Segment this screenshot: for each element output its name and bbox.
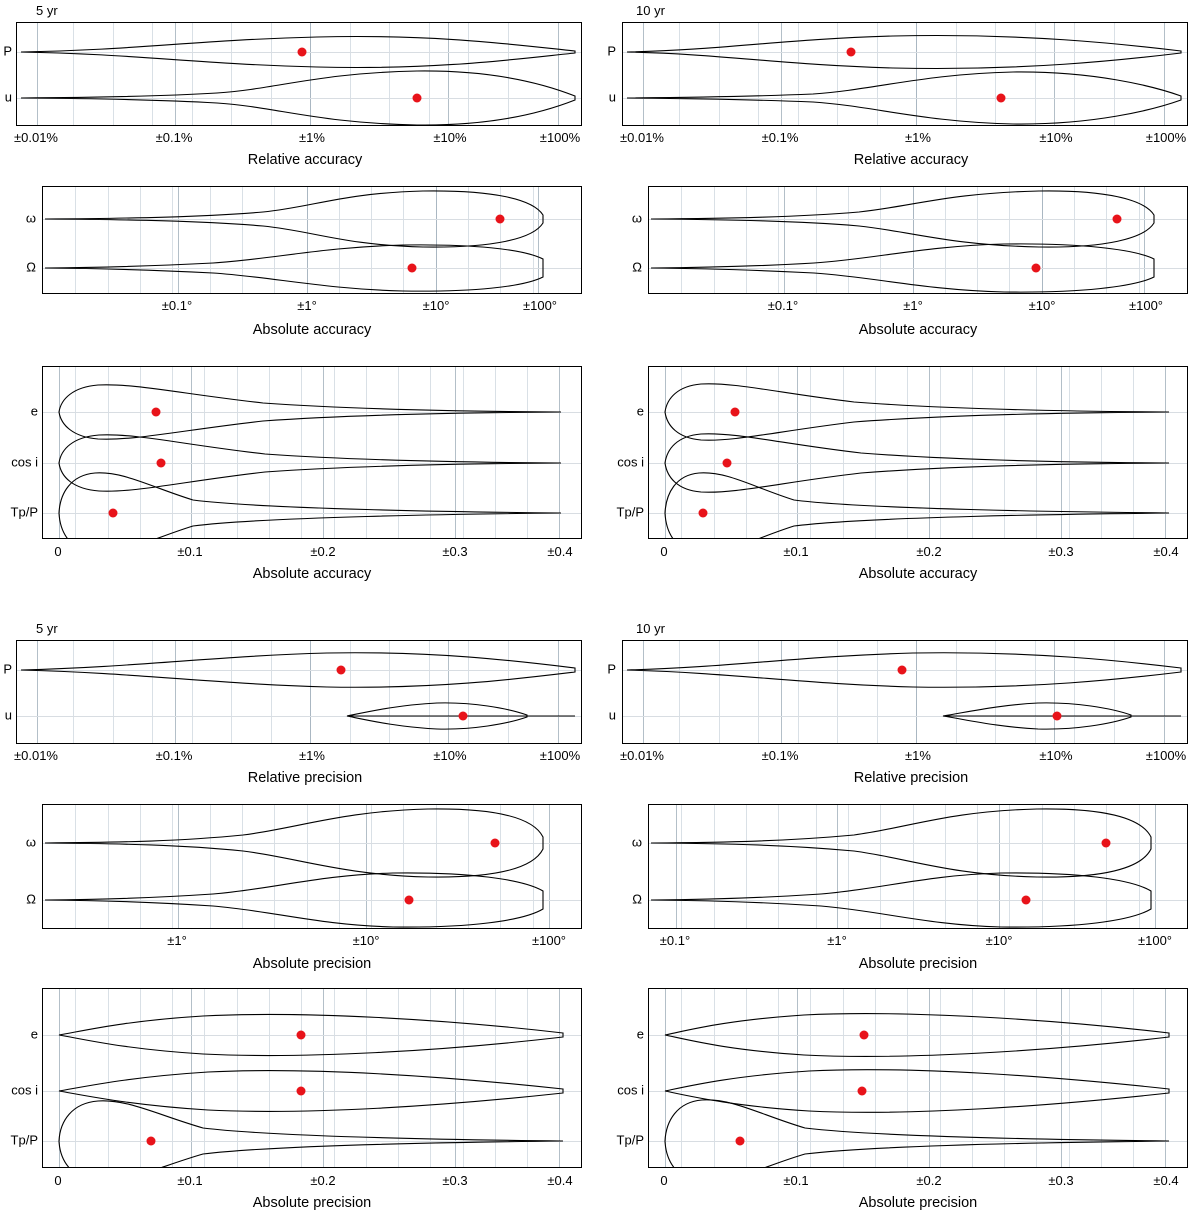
median-marker (146, 1137, 155, 1146)
ycat-label: e (30, 1026, 38, 1042)
panel-prec-rel-5yr (0, 618, 600, 788)
x-tick: ±1% (905, 748, 931, 763)
ycat-label: u (4, 707, 12, 723)
median-marker (731, 408, 740, 417)
x-tick: ±0.1 (783, 1173, 809, 1188)
x-tick: ±0.1% (155, 748, 193, 763)
median-marker (1032, 264, 1041, 273)
x-tick: ±0.1% (761, 748, 799, 763)
x-tick: ±0.2 (916, 1173, 942, 1188)
ycat-label: e (636, 403, 644, 419)
ycat-label: e (30, 403, 38, 419)
x-tick: ±0.2 (310, 544, 336, 559)
x-axis-title: Relative accuracy (853, 152, 969, 168)
median-marker (698, 509, 707, 518)
x-axis-title: Absolute precision (252, 956, 372, 972)
x-tick: ±100° (522, 298, 558, 313)
plot-area (42, 366, 582, 539)
x-tick: ±0.4 (547, 1173, 573, 1188)
median-marker (404, 896, 413, 905)
x-tick: 0 (54, 544, 62, 559)
ycat-label: cos i (617, 454, 644, 470)
x-tick: ±0.2 (916, 544, 942, 559)
median-marker (151, 408, 160, 417)
panel-title: 10 yr (636, 3, 665, 18)
median-marker (407, 264, 416, 273)
median-marker (490, 839, 499, 848)
ycat-label: ω (25, 834, 36, 850)
median-marker (458, 712, 467, 721)
plot-area (622, 640, 1188, 744)
ycat-label: Tp/P (616, 504, 644, 520)
x-tick: ±0.4 (1153, 544, 1179, 559)
plot-area (42, 186, 582, 294)
panel-prec-ang-10yr (600, 804, 1200, 972)
x-tick: ±0.4 (547, 544, 573, 559)
median-marker (496, 215, 505, 224)
violin-shapes (17, 23, 582, 126)
x-tick: ±0.2 (310, 1173, 336, 1188)
violin-shapes (649, 989, 1188, 1168)
ycat-label: P (607, 43, 616, 59)
plot-area (16, 640, 582, 744)
median-marker (108, 509, 117, 518)
violin-shapes (43, 187, 582, 294)
x-tick: ±0.3 (1048, 1173, 1074, 1188)
x-axis-title: Absolute accuracy (858, 322, 978, 338)
x-tick: ±1° (903, 298, 923, 313)
x-tick: ±1% (905, 130, 931, 145)
panel-prec-abs-5yr (0, 988, 600, 1224)
ycat-label: P (3, 43, 12, 59)
x-tick: 0 (54, 1173, 62, 1188)
x-axis-title: Relative precision (247, 770, 363, 786)
violin-shapes (649, 187, 1188, 294)
x-tick: ±100° (1137, 933, 1173, 948)
x-tick: ±100° (1128, 298, 1164, 313)
violin-shapes (43, 805, 582, 929)
x-tick: ±0.1% (155, 130, 193, 145)
plot-area (622, 22, 1188, 126)
violin-shapes (649, 367, 1188, 539)
x-tick: ±1% (299, 130, 325, 145)
median-marker (1053, 712, 1062, 721)
median-marker (898, 666, 907, 675)
x-tick: ±0.1° (161, 298, 193, 313)
median-marker (847, 48, 856, 57)
x-axis-title: Relative accuracy (247, 152, 363, 168)
violin-shapes (43, 989, 582, 1168)
x-tick: ±0.1 (177, 1173, 203, 1188)
median-marker (297, 48, 306, 57)
violin-shapes (623, 641, 1188, 744)
panel-prec-ang-5yr (0, 804, 600, 972)
plot-area (648, 366, 1188, 539)
median-marker (297, 1087, 306, 1096)
violin-shapes (649, 805, 1188, 929)
panel-prec-abs-10yr (600, 988, 1200, 1224)
ycat-label: Ω (26, 891, 36, 907)
plot-area (42, 988, 582, 1168)
x-tick: ±100% (539, 130, 581, 145)
x-tick: ±10% (1039, 748, 1073, 763)
x-tick: ±100% (1145, 130, 1187, 145)
x-axis-title: Absolute accuracy (252, 322, 372, 338)
x-tick: ±0.1 (783, 544, 809, 559)
plot-area (648, 988, 1188, 1168)
median-marker (996, 94, 1005, 103)
x-tick: ±10° (985, 933, 1013, 948)
x-axis-title: Absolute precision (858, 1195, 978, 1211)
x-tick: ±100% (1145, 748, 1187, 763)
x-tick: ±0.3 (442, 1173, 468, 1188)
x-tick: ±0.01% (14, 748, 58, 763)
ycat-label: Ω (26, 259, 36, 275)
ycat-label: ω (631, 210, 642, 226)
x-tick: ±0.3 (442, 544, 468, 559)
x-tick: ±0.1 (177, 544, 203, 559)
plot-area (16, 22, 582, 126)
ycat-label: Tp/P (616, 1132, 644, 1148)
x-tick: ±0.1° (767, 298, 799, 313)
x-axis-title: Absolute accuracy (252, 566, 372, 582)
ycat-label: P (3, 661, 12, 677)
violin-shapes (623, 23, 1188, 126)
x-tick: ±100° (531, 933, 567, 948)
ycat-label: cos i (617, 1082, 644, 1098)
x-tick: ±10° (1028, 298, 1056, 313)
x-tick: ±0.01% (14, 130, 58, 145)
panel-title: 5 yr (36, 621, 58, 636)
violin-shapes (43, 367, 582, 539)
x-tick: ±1° (827, 933, 847, 948)
x-axis-title: Relative precision (853, 770, 969, 786)
plot-area (648, 186, 1188, 294)
ycat-label: cos i (11, 454, 38, 470)
x-tick: ±1° (297, 298, 317, 313)
ycat-label: Tp/P (10, 504, 38, 520)
x-tick: ±10° (422, 298, 450, 313)
panel-acc-rel-5yr (0, 0, 600, 170)
ycat-label: u (4, 89, 12, 105)
violin-shapes (17, 641, 582, 744)
median-marker (860, 1031, 869, 1040)
x-tick: ±100% (539, 748, 581, 763)
ycat-label: cos i (11, 1082, 38, 1098)
x-tick: ±0.01% (620, 130, 664, 145)
x-tick: ±10% (433, 748, 467, 763)
panel-acc-rel-10yr (600, 0, 1200, 170)
x-axis-title: Absolute accuracy (858, 566, 978, 582)
x-tick: ±0.1% (761, 130, 799, 145)
panel-prec-rel-10yr (600, 618, 1200, 788)
median-marker (337, 666, 346, 675)
x-tick: ±0.01% (620, 748, 664, 763)
x-axis-title: Absolute precision (858, 956, 978, 972)
x-tick: ±10° (352, 933, 380, 948)
plot-area (42, 804, 582, 929)
panel-acc-abs-5yr (0, 366, 600, 596)
median-marker (297, 1031, 306, 1040)
median-marker (413, 94, 422, 103)
ycat-label: u (608, 89, 616, 105)
x-tick: ±1° (167, 933, 187, 948)
median-marker (857, 1087, 866, 1096)
median-marker (736, 1137, 745, 1146)
x-tick: ±1% (299, 748, 325, 763)
plot-area (648, 804, 1188, 929)
ycat-label: Ω (632, 259, 642, 275)
ycat-label: ω (631, 834, 642, 850)
panel-acc-ang-5yr (0, 186, 600, 351)
ycat-label: P (607, 661, 616, 677)
median-marker (1021, 896, 1030, 905)
median-marker (723, 459, 732, 468)
x-axis-title: Absolute precision (252, 1195, 372, 1211)
median-marker (1113, 215, 1122, 224)
panel-title: 10 yr (636, 621, 665, 636)
ycat-label: Ω (632, 891, 642, 907)
panel-acc-abs-10yr (600, 366, 1200, 596)
x-tick: 0 (660, 544, 668, 559)
median-marker (1102, 839, 1111, 848)
ycat-label: ω (25, 210, 36, 226)
ycat-label: u (608, 707, 616, 723)
ycat-label: e (636, 1026, 644, 1042)
x-tick: ±0.1° (659, 933, 691, 948)
x-tick: ±10% (433, 130, 467, 145)
ycat-label: Tp/P (10, 1132, 38, 1148)
x-tick: ±0.3 (1048, 544, 1074, 559)
panel-title: 5 yr (36, 3, 58, 18)
panel-acc-ang-10yr (600, 186, 1200, 351)
x-tick: ±10% (1039, 130, 1073, 145)
median-marker (157, 459, 166, 468)
x-tick: 0 (660, 1173, 668, 1188)
x-tick: ±0.4 (1153, 1173, 1179, 1188)
